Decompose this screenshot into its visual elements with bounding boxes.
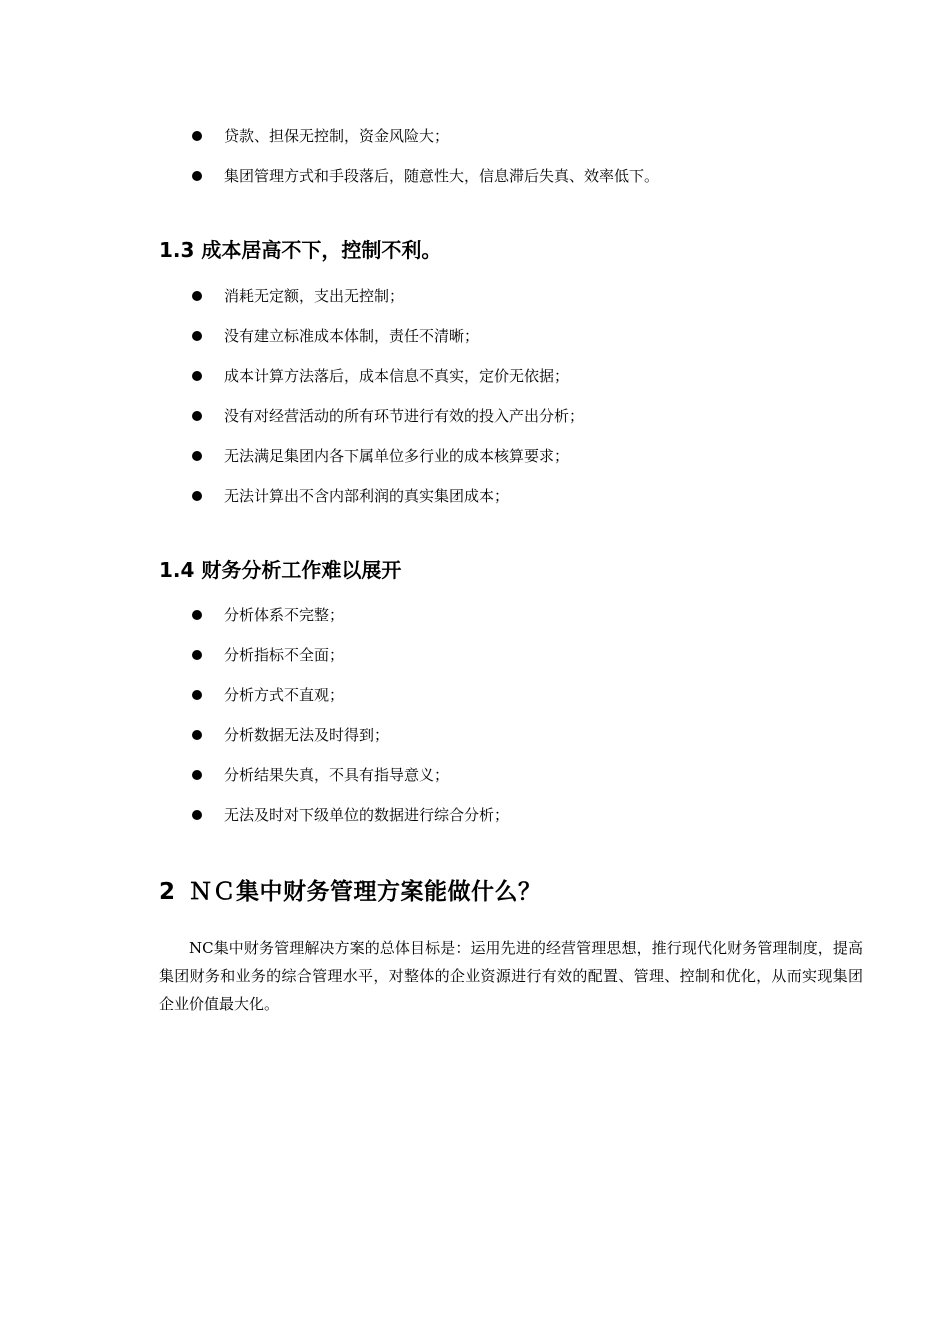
list-item-text: 没有对经营活动的所有环节进行有效的投入产出分析； [224, 407, 585, 425]
list-item-text: 分析体系不完整； [224, 606, 345, 624]
bullet-icon [192, 171, 202, 181]
bullet-icon [192, 331, 202, 341]
list-item-text: 无法满足集团内各下属单位多行业的成本核算要求； [224, 447, 570, 465]
list-item-text: 成本计算方法落后，成本信息不真实，定价无依据； [224, 367, 570, 385]
bullet-icon [192, 451, 202, 461]
bullet-icon [192, 690, 202, 700]
body-paragraph: NC集中财务管理解决方案的总体目标是：运用先进的经营管理思想，推行现代化财务管理制度，提高集团财务和业务的综合管理水平，对整体的企业资源进行有效的配置、管理、控制和优化，从而实现集团企业价值最大化。 [159, 939, 863, 1013]
bullet-icon [192, 810, 202, 820]
bullet-icon [192, 730, 202, 740]
list-item-text: 分析数据无法及时得到； [224, 726, 390, 744]
bullet-icon [192, 291, 202, 301]
bullet-icon [192, 491, 202, 501]
list-item-text: 分析指标不全面； [224, 646, 345, 664]
section-heading-1-3: 1.3 成本居高不下，控制不利。 [159, 238, 442, 262]
bullet-icon [192, 411, 202, 421]
chapter-heading-2 [159, 876, 542, 908]
bullet-icon [192, 131, 202, 141]
chapter-number: 2 [159, 879, 176, 905]
list-item-text: 消耗无定额，支出无控制； [224, 287, 405, 305]
bullet-icon [192, 770, 202, 780]
list-item-text: 无法计算出不含内部利润的真实集团成本； [224, 487, 510, 505]
bullet-icon [192, 371, 202, 381]
list-item-text: 无法及时对下级单位的数据进行综合分析； [224, 806, 510, 824]
bullet-icon [192, 610, 202, 620]
list-item-text: 分析方式不直观； [224, 686, 345, 704]
list-item-text: 贷款、担保无控制，资金风险大； [224, 127, 450, 145]
list-item-text: 集团管理方式和手段落后，随意性大，信息滞后失真、效率低下。 [224, 167, 660, 185]
list-item-text: 分析结果失真，不具有指导意义； [224, 766, 450, 784]
chapter-title: ＮＣ集中财务管理方案能做什么？ [189, 879, 542, 905]
bullet-icon [192, 650, 202, 660]
list-item-text: 没有建立标准成本体制，责任不清晰； [224, 327, 480, 345]
section-heading-1-4: 1.4 财务分析工作难以展开 [159, 558, 402, 582]
